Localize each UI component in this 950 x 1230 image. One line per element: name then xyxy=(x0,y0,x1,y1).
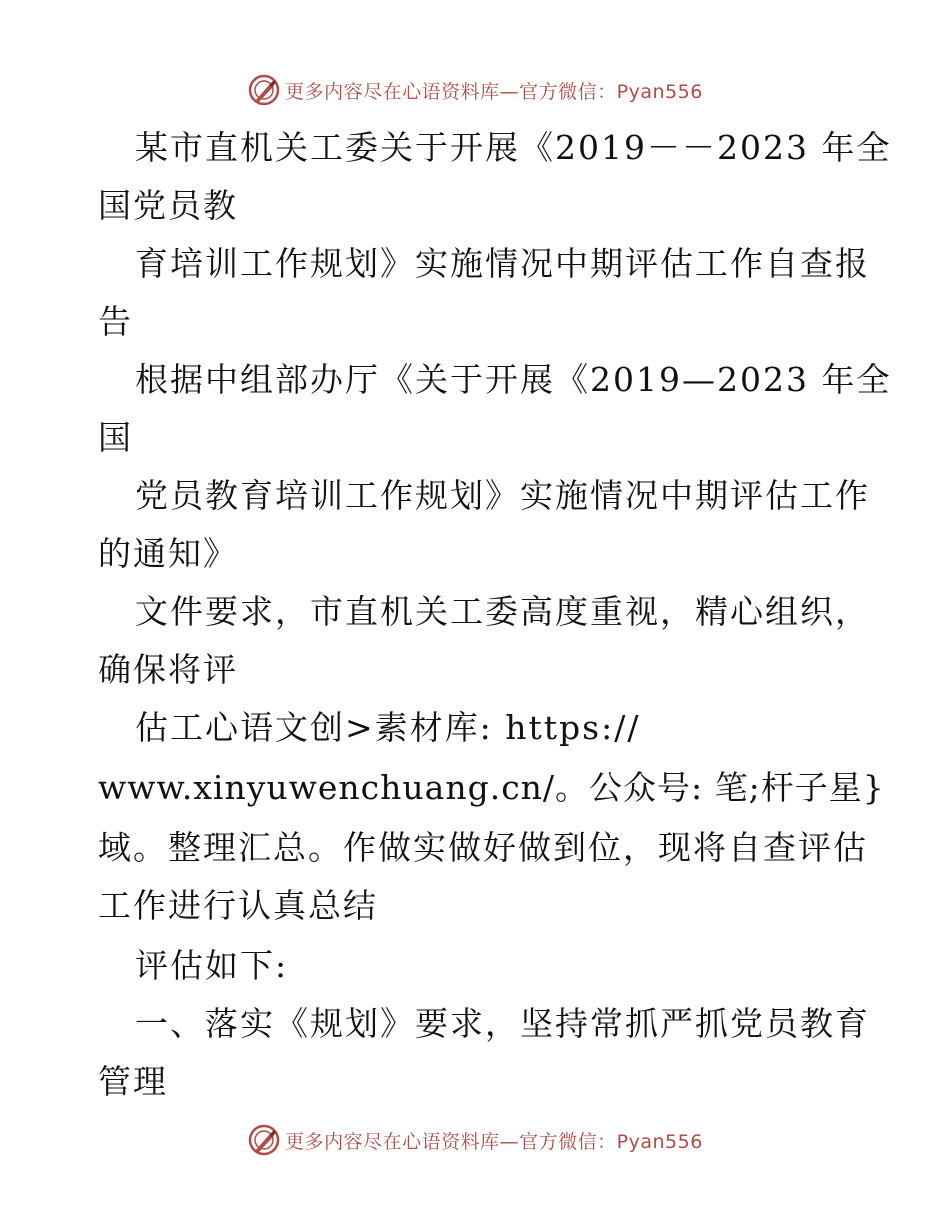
document-title-line-2: 国党员教 xyxy=(98,186,238,225)
pen-logo-icon xyxy=(247,73,281,107)
paragraph-line: 确保将评 xyxy=(98,650,238,689)
paragraph-line: 根据中组部办厅《关于开展《2019—2023 年全 xyxy=(135,360,892,399)
paragraph-line: 的通知》 xyxy=(98,534,238,573)
pen-logo-icon xyxy=(247,1123,281,1157)
paragraph-line: 文件要求，市直机关工委高度重视，精心组织， xyxy=(135,592,870,631)
document-title-line-3: 育培训工作规划》实施情况中期评估工作自查报 xyxy=(135,244,870,283)
section-heading-line: 一、落实《规划》要求，坚持常抓严抓党员教育 xyxy=(135,1004,870,1043)
footer-banner xyxy=(0,1120,950,1160)
section-heading-line: 管理 xyxy=(98,1062,168,1101)
paragraph-line: 评估如下: xyxy=(135,946,289,985)
header-banner xyxy=(0,70,950,110)
paragraph-line: www.xinyuwenchuang.cn/。公众号: 笔;杆子星} xyxy=(98,768,885,807)
paragraph-line: 国 xyxy=(98,418,133,457)
banner-text: 更多内容尽在心语资料库—官方微信：Pyan556 xyxy=(285,80,703,103)
paragraph-line: 估工心语文创>素材库: https:// xyxy=(135,708,641,747)
paragraph-line: 域。整理汇总。作做实做好做到位，现将自查评估 xyxy=(98,828,868,867)
paragraph-line: 党员教育培训工作规划》实施情况中期评估工作 xyxy=(135,476,870,515)
document-title-line-1: 某市直机关工委关于开展《2019－－2023 年全 xyxy=(135,128,892,167)
paragraph-line: 工作进行认真总结 xyxy=(98,886,378,925)
document-title-line-4: 告 xyxy=(98,302,133,341)
banner-text: 更多内容尽在心语资料库—官方微信：Pyan556 xyxy=(285,1130,703,1153)
